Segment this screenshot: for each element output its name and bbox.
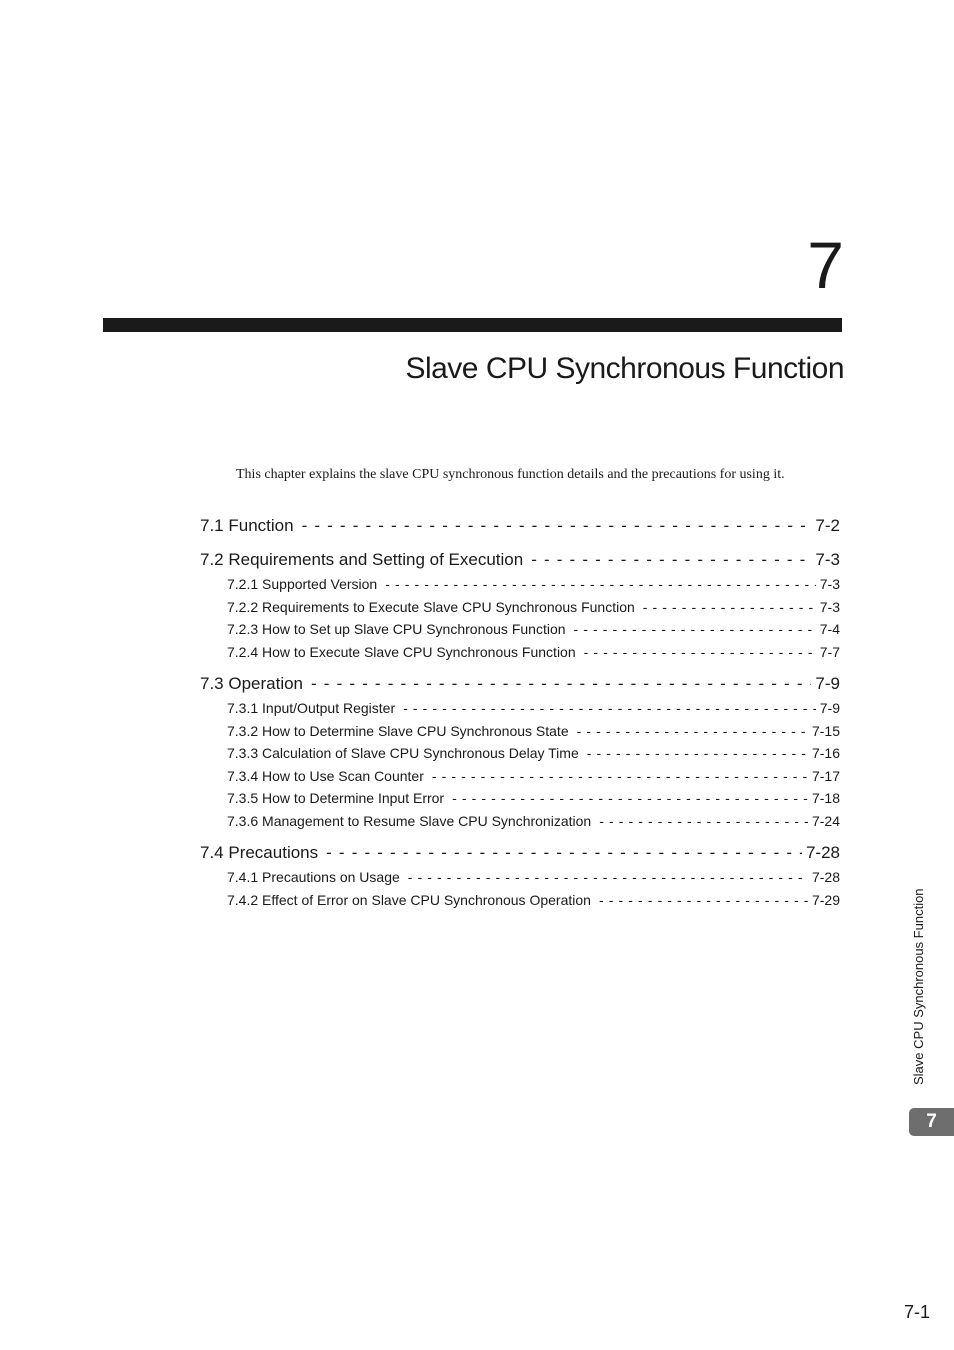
toc-subentry-page: 7-3 <box>819 576 840 592</box>
toc-leader <box>408 866 808 889</box>
toc-entry-label: 7.4 Precautions <box>200 843 319 862</box>
toc-subentry-label: 7.2.3 How to Set up Slave CPU Synchronous Function <box>227 621 566 637</box>
toc-subentry-label: 7.3.5 How to Determine Input Error <box>227 790 445 806</box>
toc-subentry-page: 7-9 <box>819 700 840 716</box>
toc-subentry[interactable] <box>200 866 840 889</box>
toc-subentry-page: 7-7 <box>819 643 840 660</box>
toc-subentry-page: 7-24 <box>811 812 840 829</box>
toc-subentry[interactable] <box>200 618 840 641</box>
toc-subentry-label: 7.2.2 Requirements to Execute Slave CPU Synchronous Function <box>227 598 635 615</box>
toc-subentry-page: 7-28 <box>811 869 840 885</box>
toc-subentry-label: 7.3.2 How to Determine Slave CPU Synchronous State <box>227 722 569 739</box>
toc-leader <box>643 596 816 619</box>
toc-entry-page: 7-9 <box>815 674 840 693</box>
toc-subentry-label: 7.4.1 Precautions on Usage <box>227 869 400 885</box>
toc-subentry-label: 7.4.2 Effect of Error on Slave CPU Synchronous Operation <box>227 891 591 908</box>
toc-entry[interactable] <box>200 840 840 866</box>
toc-section <box>200 513 840 539</box>
toc-subentry-page: 7-4 <box>819 621 840 637</box>
toc-leader <box>577 720 808 743</box>
toc-subentry[interactable] <box>200 765 840 788</box>
toc-entry-label: 7.3 Operation <box>200 674 304 693</box>
toc-section <box>200 840 840 911</box>
toc-subentry[interactable] <box>200 742 840 765</box>
chapter-title: Slave CPU Synchronous Function <box>405 352 844 385</box>
toc-subentry-label: 7.3.6 Management to Resume Slave CPU Synchronization <box>227 812 592 829</box>
side-tab-chapter-badge: 7 <box>909 1108 954 1136</box>
toc-subentry-page: 7-18 <box>811 790 840 806</box>
toc-entry-page: 7-3 <box>815 550 840 569</box>
toc-subentry-label: 7.2.4 How to Execute Slave CPU Synchronous Function <box>227 643 576 660</box>
toc-subentry-page: 7-15 <box>811 722 840 739</box>
toc-subentry-page: 7-3 <box>819 598 840 615</box>
toc-leader <box>599 889 808 912</box>
toc-leader <box>599 810 808 833</box>
toc-subentry-label: 7.3.4 How to Use Scan Counter <box>227 767 424 784</box>
toc-leader <box>587 742 808 765</box>
toc-subentry[interactable] <box>200 720 840 743</box>
toc-leader <box>302 513 812 539</box>
toc-entry[interactable] <box>200 513 840 539</box>
toc-leader <box>452 787 808 810</box>
toc-subentry-label: 7.2.1 Supported Version <box>227 576 378 592</box>
toc-leader <box>432 765 808 788</box>
toc-entry[interactable] <box>200 547 840 573</box>
toc-section <box>200 671 840 832</box>
toc-entry-label: 7.2 Requirements and Setting of Execution <box>200 550 524 569</box>
toc-leader <box>403 697 816 720</box>
toc-subentry[interactable] <box>200 641 840 664</box>
toc-subentry-page: 7-29 <box>811 891 840 908</box>
page-number: 7-1 <box>903 1302 930 1322</box>
toc-subentry[interactable] <box>200 889 840 912</box>
toc-leader <box>385 573 816 596</box>
toc-subentry-page: 7-16 <box>811 745 840 761</box>
toc-leader <box>574 618 816 641</box>
chapter-number: 7 <box>807 228 844 302</box>
toc-subentry-label: 7.3.3 Calculation of Slave CPU Synchronous Delay Time <box>227 745 579 761</box>
toc-entry[interactable] <box>200 671 840 697</box>
toc-entry-page: 7-2 <box>815 516 840 535</box>
toc-subentry[interactable] <box>200 697 840 720</box>
chapter-divider <box>103 318 842 332</box>
toc-leader <box>531 547 811 573</box>
toc-subentry-page: 7-17 <box>811 767 840 784</box>
toc-subentry-label: 7.3.1 Input/Output Register <box>227 700 396 716</box>
toc-entry-page: 7-28 <box>805 843 840 862</box>
toc-subentry[interactable] <box>200 787 840 810</box>
toc-entry-label: 7.1 Function <box>200 516 294 535</box>
toc-section <box>200 547 840 663</box>
toc-subentry[interactable] <box>200 573 840 596</box>
toc-leader <box>311 671 811 697</box>
side-tab-chapter-title: Slave CPU Synchronous Function <box>911 888 926 1085</box>
chapter-intro: This chapter explains the slave CPU synchronous function details and the precautions for using it. <box>236 467 785 482</box>
table-of-contents <box>200 513 840 911</box>
toc-leader <box>326 840 802 866</box>
toc-subentry[interactable] <box>200 810 840 833</box>
toc-subentry[interactable] <box>200 596 840 619</box>
toc-leader <box>584 641 816 664</box>
